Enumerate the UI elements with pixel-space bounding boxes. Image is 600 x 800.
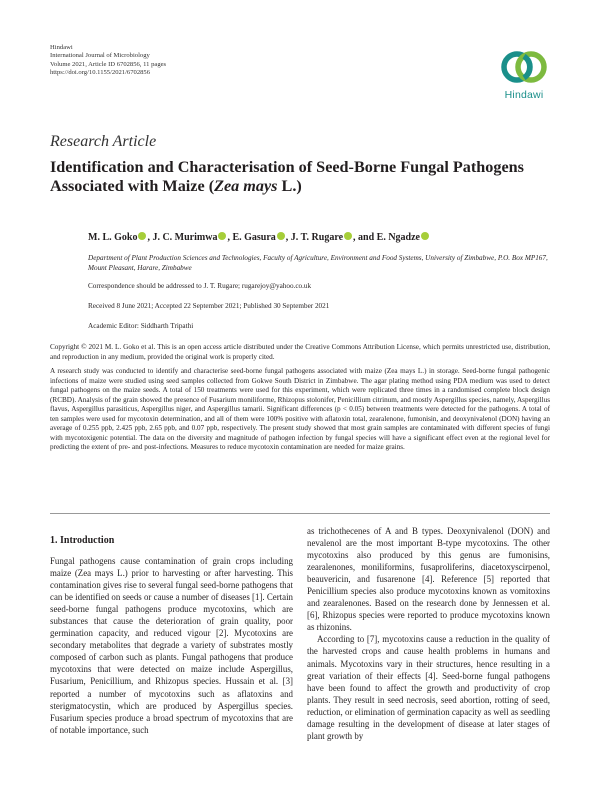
journal-name: International Journal of Microbiology	[50, 52, 150, 60]
section-heading: 1. Introduction	[50, 535, 115, 546]
author-name: E. Gasura	[232, 232, 276, 243]
orcid-icon[interactable]	[138, 232, 146, 240]
author-separator: , and	[353, 232, 377, 243]
paragraph: According to [7], mycotoxins cause a reduction in the quality of the harvested crops and cause health problems in humans and animals. Mycotoxins vary in their structures, hence resulting in a great variation of their effects [4]. Seed-borne fungal pathogens have been found to affect the growth and productivity of crop plants. They result in seed necrosis, seed abortion, rotting of seed, reduction, or elimination of germination capacity as well as seedling damage resulting in the development of disease at later stages of plant growth by	[307, 634, 551, 741]
journal-header	[50, 44, 166, 77]
copyright-notice: Copyright © 2021 M. L. Goko et al. This is an open access article distributed under the Creative Commons Attribution License, which permits unrestricted use, distribution, and reproduction in any medium, provided the original work is properly cited.	[50, 343, 550, 361]
orcid-icon[interactable]	[421, 232, 429, 240]
author-name: E. Ngadze	[376, 232, 420, 243]
correspondence: Correspondence should be addressed to J. T. Rugare; rugarejoy@yahoo.co.uk	[88, 282, 312, 290]
orcid-icon[interactable]	[277, 232, 285, 240]
body-right-column	[307, 525, 550, 742]
paragraph: as trichothecenes of A and B types. Deoxynivalenol (DON) and nevalenol are the most important B-type mycotoxins. The other mycotoxins also produced by this genus are fumonisins, zearalenones, moniliformins, fusaproliferins, diacetoxyscirpenol, beauvericin, and fusarenone [4]. Reference [5] reported that Penicillium species also produce mycotoxins known as vomitoxins and zearalenones. Based on the research done by Jennessen et al. [6], Rhizopus species were reported to produce mycotoxins known as rhizonins.	[307, 526, 550, 633]
hindawi-logo	[494, 46, 554, 108]
author-separator: ,	[227, 232, 233, 243]
author-list	[88, 232, 430, 243]
author-separator: ,	[147, 232, 153, 243]
orcid-icon[interactable]	[218, 232, 226, 240]
academic-editor: Academic Editor: Siddharth Tripathi	[88, 322, 194, 330]
paragraph: Fungal pathogens cause contamination of grain crops including maize (Zea mays L.) prior to harvesting or after harvesting. This contamination gives rise to several fungal seed-borne pathogens that can be identified on seeds or cause a number of diseases [1]. Certain seed-borne fungal pathogens produce mycotoxins, which are substances that cause the deterioration of grain quality, poor germination capacity, and reduced vigour [2]. Mycotoxins are secondary metabolites that degrade a variety of substrates mostly composed of carbon such as plants. Fungal pathogens that produce mycotoxins that were detected on maize include Aspergillus, Fusarium, Penicillium, and Rhizopus species. Hussain et al. [3] reported a number of mycotoxins such as aflatoxins and sterigmatocystin, which are produced by Aspergillus species. Fusarium species produce a broad spectrum of mycotoxins that are of notable importance, such	[50, 556, 294, 735]
body-left-column	[50, 555, 293, 736]
hindawi-logo-icon	[494, 46, 554, 88]
logo-wordmark: Hindawi	[504, 89, 544, 101]
title-species: Zea mays	[214, 177, 278, 195]
title-end: L.)	[277, 177, 302, 195]
volume-info: Volume 2021, Article ID 6702856, 11 pages	[50, 60, 167, 68]
affiliation: Department of Plant Production Sciences and Technologies, Faculty of Agriculture, Environment and Food Systems, University of Zimbabwe, P.O. Box MP167, Mount Pleasant, Harare, Zimbabwe	[88, 254, 548, 272]
author-separator: ,	[285, 232, 291, 243]
title-main: Identification and Characterisation of Seed-Borne Fungal Pathogens Associated with Maize (	[50, 158, 524, 195]
article-title	[50, 158, 560, 196]
section-divider	[50, 513, 550, 514]
doi-link[interactable]: https://doi.org/10.1155/2021/6702856	[50, 68, 151, 76]
article-type: Research Article	[50, 133, 157, 150]
publisher-name: Hindawi	[50, 44, 73, 51]
author-name: J. C. Murimwa	[152, 232, 218, 243]
orcid-icon[interactable]	[344, 232, 352, 240]
author-name: J. T. Rugare	[290, 232, 344, 243]
author-name: M. L. Goko	[88, 232, 138, 243]
abstract: A research study was conducted to identify and characterise seed-borne fungal pathogens associated with maize (Zea mays L.) in storage. Seed-borne fungal pathogenic infections of maize were studied using seed samples collected from Gokwe South District in Zimbabwe. The agar plating method using PDA medium was used to detect fungal pathogens on the maize seeds. A total of 150 treatments were used for this experiment, which were replicated three times in a randomised complete block design (RCBD). Analysis of the grain showed the presence of Fusarium moniliforme, Rhizopus stolonifer, Penicillium citrinum, and mostly Aspergillus species, namely, Aspergillus flavus, Aspergillus parasiticus, Aspergillus niger, and Aspergillus tamarii. Significant differences (p < 0.05) between treatments were detected for the pathogens. A total of ten samples were used for mycotoxin determination, and all of them were 100% positive with aflatoxin total, zearalenone, fumonisin, and deoxynivalenol (DON) having an average of 0.255 ppb, 2.425 ppb, 2.65 ppb, and 0.07 ppb, respectively. The present study showed that most grain samples are contaminated with different species of fungi with mycotoxigenic potential. The data on the diversity and magnitude of pathogen infection by fungal species will have a significant effect even at the regional level for predicting the extent of pre- and post-infections. Measures to reduce mycotoxin contamination are needed for maize grains.	[50, 367, 550, 452]
publication-dates: Received 8 June 2021; Accepted 22 September 2021; Published 30 September 2021	[88, 302, 330, 310]
